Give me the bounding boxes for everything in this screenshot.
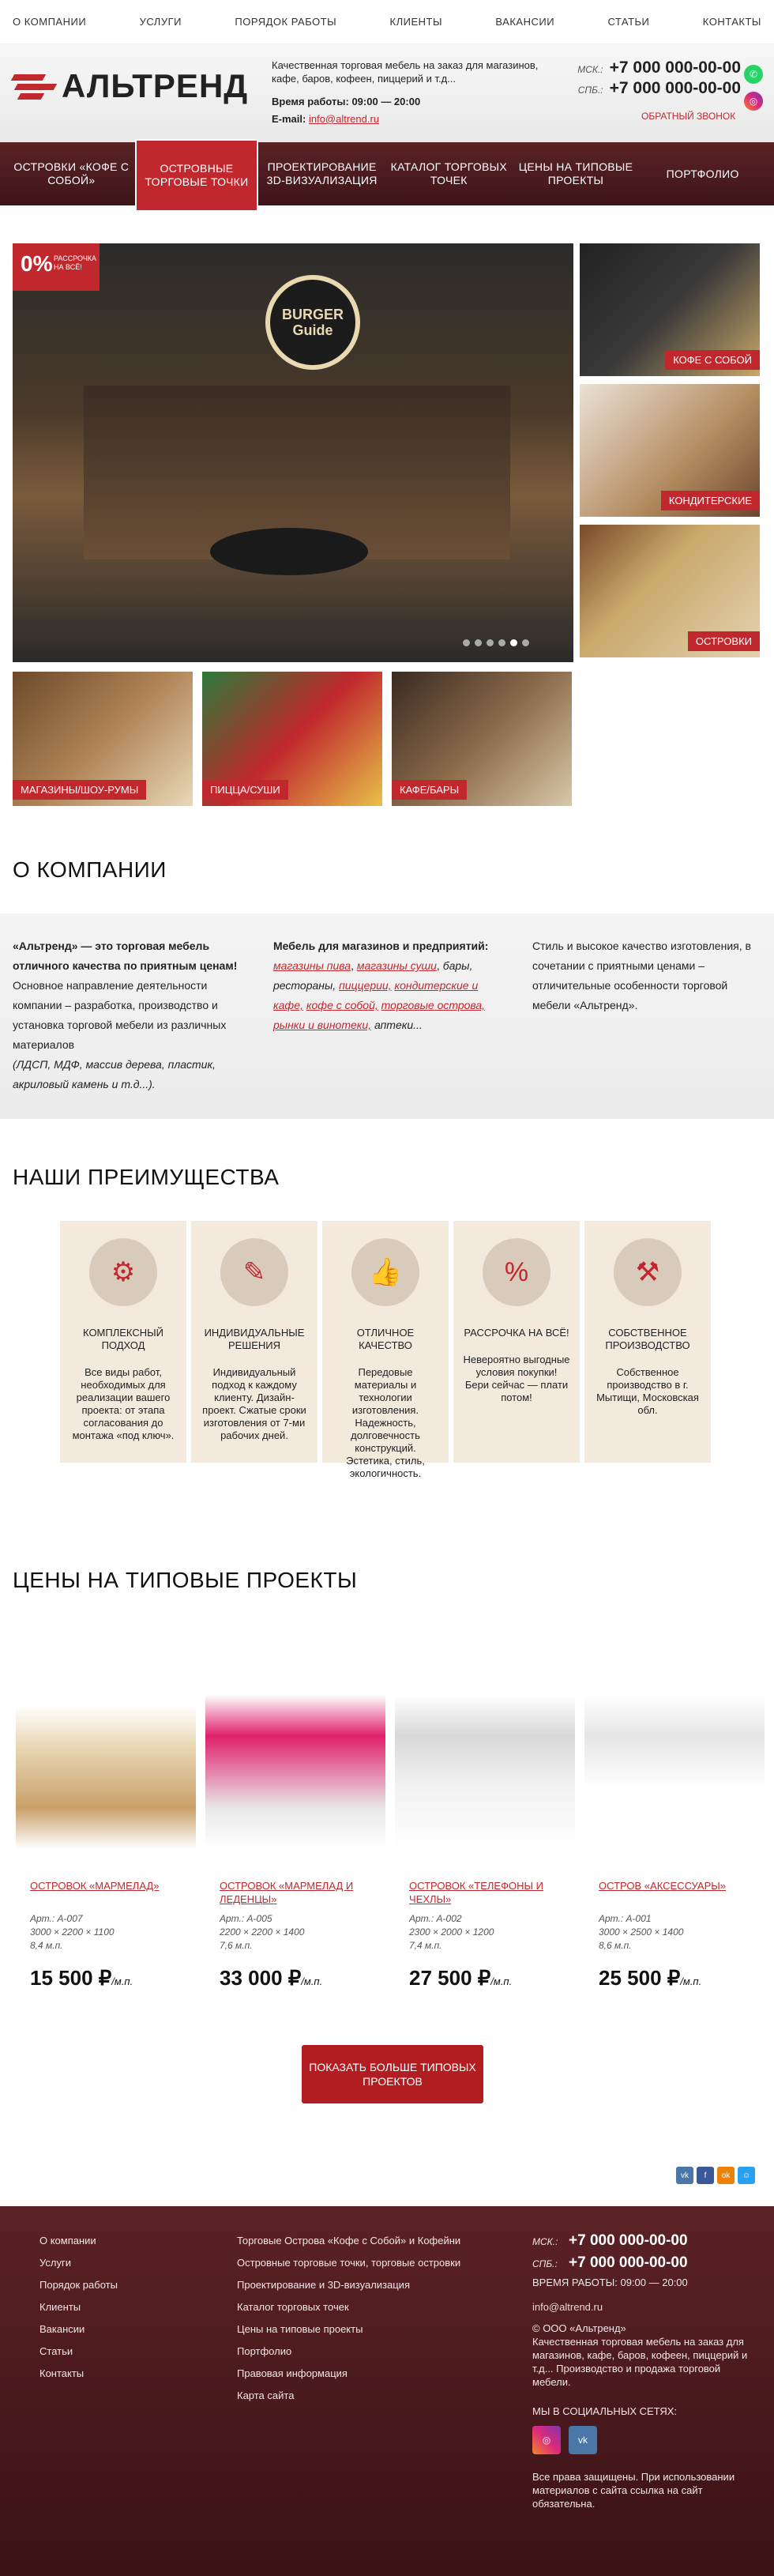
product-area: 8,6 м.п. [599, 1940, 632, 1951]
product-meta [30, 1912, 115, 1953]
topnav-contacts[interactable]: КОНТАКТЫ [702, 16, 761, 28]
tile-label: ОСТРОВКИ [688, 631, 760, 651]
thumbs-up-icon: 👍 [351, 1238, 419, 1306]
product-size: 2200 × 2200 × 1400 [220, 1926, 305, 1938]
product-image[interactable] [395, 1644, 575, 1849]
text-bars: бары, [442, 959, 473, 972]
footer-link[interactable]: Статьи [39, 2345, 73, 2357]
footer-col-catalog [237, 2230, 460, 2407]
phone-city: СПБ.: [577, 85, 603, 96]
hero-slider[interactable] [13, 243, 573, 662]
header-contacts [272, 93, 420, 128]
about-materials: (ЛДСП, МДФ, массив дерева, пластик, акриловый камень и т.д...). [13, 1058, 216, 1090]
price-value: 27 500 ₽ [409, 1966, 491, 1990]
footer-link[interactable]: Торговые Острова «Кофе с Собой» и Кофейни [237, 2235, 461, 2246]
about-furniture-heading: Мебель для магазинов и предприятий: [273, 940, 489, 952]
slider-dot[interactable] [487, 639, 494, 646]
link-confectionery[interactable]: кондитерские и кафе, [273, 979, 479, 1011]
product-price [30, 1966, 133, 1990]
advantage-card [191, 1221, 317, 1463]
product-meta [599, 1912, 683, 1953]
advantage-desc: Передовые материалы и технологии изготовления. Надежность, долговечность конструкций. Эстетика, стиль, экологичность. [346, 1366, 425, 1479]
footer-phone-spb[interactable]: +7 000 000-00-00 [569, 2254, 688, 2271]
footer-link[interactable]: Клиенты [39, 2301, 81, 2313]
advantage-card [60, 1221, 186, 1463]
slider-dot[interactable] [475, 639, 482, 646]
topnav-vacancies[interactable]: ВАКАНСИИ [495, 16, 555, 28]
footer-link[interactable]: Правовая информация [237, 2367, 348, 2379]
link-pizzerias[interactable]: пиццерии, [339, 979, 392, 992]
logo-text: АЛЬТРЕНД [62, 67, 249, 104]
odnoklassniki-icon[interactable]: ok [717, 2167, 735, 2184]
product-meta [220, 1912, 304, 1953]
product-card[interactable] [395, 1644, 575, 1849]
hero-sign: BURGER Guide [265, 275, 360, 370]
footer-link[interactable]: Каталог торговых точек [237, 2301, 349, 2313]
footer-contacts [532, 2230, 753, 2510]
gears-icon: ⚙ [89, 1238, 157, 1306]
advantage-title: РАССРОЧКА НА ВСЁ! [464, 1327, 569, 1339]
percent-icon: % [483, 1238, 550, 1306]
footer-social [532, 2426, 753, 2454]
link-coffee-to-go[interactable]: кофе с собой, [306, 999, 378, 1011]
price-value: 15 500 ₽ [30, 1966, 112, 1990]
phone-msk[interactable]: +7 000 000-00-00 [609, 58, 741, 77]
product-art: Арт.: А-002 [409, 1913, 462, 1924]
viber-icon[interactable]: ◎ [744, 92, 763, 111]
advantage-desc: Все виды работ, необходимых для реализации вашего проекта: от этапа согласования до монтажа «под ключ». [72, 1366, 175, 1441]
product-art: Арт.: А-007 [30, 1913, 83, 1924]
advantage-card [453, 1221, 580, 1463]
footer-copyright: © ООО «Альтренд» [532, 2322, 626, 2334]
topnav-workflow[interactable]: ПОРЯДОК РАБОТЫ [235, 16, 337, 28]
advantage-desc: Индивидуальный подход к каждому клиенту. Дизайн-проект. Сжатые сроки изготовления от 7-ми рабочих дней. [202, 1366, 306, 1441]
footer-link[interactable]: Цены на типовые проекты [237, 2323, 363, 2335]
drill-icon: ⚒ [614, 1238, 682, 1306]
product-name-link[interactable]: ОСТРОВ «АКСЕССУАРЫ» [599, 1880, 726, 1892]
prices-title: ЦЕНЫ НА ТИПОВЫЕ ПРОЕКТЫ [13, 1568, 358, 1592]
about-title: О КОМПАНИИ [13, 857, 167, 882]
advantage-title: КОМПЛЕКСНЫЙ ПОДХОД [83, 1327, 163, 1351]
tile-label: МАГАЗИНЫ/ШОУ-РУМЫ [13, 780, 146, 800]
footer-rights: Все права защищены. При использовании материалов с сайта ссылка на сайт обязательна. [532, 2471, 735, 2510]
hours-value: 09:00 — 20:00 [351, 96, 421, 107]
text-restaurants: рестораны, [273, 979, 336, 992]
product-price [220, 1966, 322, 1990]
phone-city: СПБ.: [532, 2258, 558, 2269]
footer-email-link[interactable]: info@altrend.ru [532, 2301, 603, 2313]
phone-city: МСК.: [577, 64, 603, 75]
header-email-link[interactable]: info@altrend.ru [308, 113, 380, 125]
product-area: 7,6 м.п. [220, 1940, 253, 1951]
footer-phone-msk[interactable]: +7 000 000-00-00 [569, 2232, 688, 2249]
product-price [599, 1966, 701, 1990]
product-meta [409, 1912, 494, 1953]
whatsapp-icon[interactable]: ✆ [744, 65, 763, 84]
product-card[interactable] [584, 1644, 765, 1849]
vk-icon[interactable]: vk [569, 2426, 597, 2454]
footer-desc: Качественная торговая мебель на заказ для магазинов, кафе, баров, кофеен, пиццерий и т.д... Производство и продажа торговой мебели. [532, 2336, 748, 2388]
tile-label: КОФЕ С СОБОЙ [665, 350, 760, 370]
product-price [409, 1966, 512, 1990]
hours-label: Время работы: [272, 96, 349, 107]
advantages-title: НАШИ ПРЕИМУЩЕСТВА [13, 1165, 280, 1189]
product-size: 3000 × 2500 × 1400 [599, 1926, 684, 1938]
tile-confectionery[interactable] [580, 384, 760, 517]
price-unit: /м.п. [680, 1975, 702, 1987]
product-art: Арт.: А-001 [599, 1913, 652, 1924]
vk-icon[interactable]: vk [676, 2167, 693, 2184]
footer-link[interactable]: Карта сайта [237, 2390, 295, 2401]
site-footer [0, 2206, 774, 2576]
discount-big: 0% [21, 251, 53, 276]
site-logo[interactable] [13, 65, 248, 107]
slider-dots [463, 639, 529, 646]
advantage-title: СОБСТВЕННОЕ ПРОИЗВОДСТВО [605, 1327, 690, 1351]
nav-prices[interactable]: ЦЕНЫ НА ТИПОВЫЕ ПРОЕКТЫ [518, 160, 633, 186]
instagram-icon[interactable]: ◎ [532, 2426, 561, 2454]
about-column-2: Мебель для магазинов и предприятий: магазины пива, магазины суши, бары, рестораны, пиццерии, кондитерские и кафе, кофе с собой, торговые острова, рынки и винотеки, аптеки... [273, 940, 489, 1031]
header-phones [567, 58, 741, 100]
advantage-card [584, 1221, 711, 1463]
phone-spb[interactable]: +7 000 000-00-00 [609, 79, 741, 97]
show-more-button[interactable]: ПОКАЗАТЬ БОЛЬШЕ ТИПОВЫХ ПРОЕКТОВ [302, 2045, 483, 2103]
advantage-card [322, 1221, 449, 1479]
product-image[interactable] [16, 1644, 196, 1849]
nav-3d-design[interactable]: ПРОЕКТИРОВАНИЕ 3D-ВИЗУАЛИЗАЦИЯ [266, 160, 378, 186]
footer-link[interactable]: Островные торговые точки, торговые островки [237, 2257, 461, 2269]
about-text: Основное направление деятельности компании – разработка, производство и установка торговой мебели из различных материалов [13, 979, 227, 1051]
footer-col-menu [39, 2230, 118, 2385]
product-image[interactable] [584, 1644, 765, 1849]
topnav-about[interactable]: О КОМПАНИИ [13, 16, 87, 28]
text-pharmacies: аптеки... [374, 1019, 423, 1031]
price-unit: /м.п. [111, 1975, 133, 1987]
footer-hours: ВРЕМЯ РАБОТЫ: 09:00 — 20:00 [532, 2277, 688, 2288]
advantage-title: ОТЛИЧНОЕ КАЧЕСТВО [356, 1327, 415, 1351]
email-label: E-mail: [272, 113, 306, 125]
share-buttons [676, 2167, 755, 2184]
product-area: 7,4 м.п. [409, 1940, 442, 1951]
top-navigation [0, 0, 774, 44]
callback-link[interactable]: ОБРАТНЫЙ ЗВОНОК [641, 111, 736, 122]
tile-coffee[interactable] [580, 243, 760, 376]
tile-label: КАФЕ/БАРЫ [392, 780, 467, 800]
site-header [0, 44, 774, 142]
link-sushi-shops[interactable]: магазины суши [356, 959, 437, 972]
footer-link[interactable]: Порядок работы [39, 2279, 118, 2291]
advantage-desc: Невероятно выгодные условия покупки! Бери сейчас — плати потом! [463, 1354, 570, 1403]
messenger-icons [744, 65, 763, 119]
tile-shops[interactable] [13, 672, 193, 806]
nav-portfolio[interactable]: ПОРТФОЛИО [666, 167, 739, 180]
discount-small: РАССРОЧКА НА ВСЁ! [54, 254, 97, 271]
about-column-1 [13, 936, 242, 1094]
slider-dot[interactable] [463, 639, 470, 646]
advantage-desc: Собственное производство в г. Мытищи, Московская обл. [596, 1366, 699, 1416]
product-name-link[interactable]: ОСТРОВОК «ТЕЛЕФОНЫ И ЧЕХЛЫ» [409, 1880, 543, 1905]
footer-link[interactable]: О компании [39, 2235, 96, 2246]
nav-island-points[interactable]: ОСТРОВНЫЕ ТОРГОВЫЕ ТОЧКИ [135, 139, 259, 212]
main-navigation [0, 142, 774, 205]
tile-pizza[interactable] [202, 672, 382, 806]
link-trade-islands[interactable]: торговые острова, [381, 999, 486, 1011]
footer-link[interactable]: Проектирование и 3D-визуализация [237, 2279, 410, 2291]
slider-dot[interactable] [522, 639, 529, 646]
footer-link[interactable]: Вакансии [39, 2323, 85, 2335]
google-plus-icon[interactable]: ☺ [738, 2167, 755, 2184]
price-value: 25 500 ₽ [599, 1966, 681, 1990]
price-value: 33 000 ₽ [220, 1966, 302, 1990]
phone-city: МСК.: [532, 2236, 558, 2247]
product-art: Арт.: А-005 [220, 1913, 272, 1924]
price-unit: /м.п. [301, 1975, 323, 1987]
price-unit: /м.п. [490, 1975, 513, 1987]
product-size: 2300 × 2000 × 1200 [409, 1926, 494, 1938]
tile-islands[interactable] [580, 525, 760, 657]
product-card[interactable] [205, 1644, 385, 1849]
nav-catalog[interactable]: КАТАЛОГ ТОРГОВЫХ ТОЧЕК [390, 160, 508, 186]
link-beer-shops[interactable]: магазины пива [273, 959, 351, 972]
product-card[interactable] [16, 1644, 196, 1849]
product-image[interactable] [205, 1644, 385, 1849]
slider-dot[interactable] [498, 639, 505, 646]
discount-badge[interactable] [13, 243, 100, 291]
tools-icon: ✎ [220, 1238, 288, 1306]
footer-link[interactable]: Контакты [39, 2367, 85, 2379]
header-tagline: Качественная торговая мебель на заказ для магазинов, кафе, баров, кофеен, пиццерий и т.д... [272, 59, 539, 85]
product-name-link[interactable]: ОСТРОВОК «МАРМЕЛАД И ЛЕДЕНЦЫ» [220, 1880, 354, 1905]
about-column-3: Стиль и высокое качество изготовления, в сочетании с приятными ценами – отличительные особенности торговой мебели «Альтренд». [532, 940, 751, 1011]
product-name-link[interactable]: ОСТРОВОК «МАРМЕЛАД» [30, 1880, 160, 1892]
footer-social-title: МЫ В СОЦИАЛЬНЫХ СЕТЯХ: [532, 2405, 677, 2417]
about-lead: «Альтренд» — это торговая мебель отличного качества по приятным ценам! [13, 940, 238, 972]
link-markets[interactable]: рынки и винотеки, [273, 1019, 372, 1031]
topnav-clients[interactable]: КЛИЕНТЫ [389, 16, 443, 28]
facebook-icon[interactable]: f [697, 2167, 714, 2184]
logo-mark-icon [13, 65, 55, 107]
tile-label: КОНДИТЕРСКИЕ [661, 491, 760, 510]
product-size: 3000 × 2200 × 1100 [30, 1926, 115, 1938]
footer-link[interactable]: Услуги [39, 2257, 71, 2269]
topnav-services[interactable]: УСЛУГИ [139, 16, 182, 28]
footer-link[interactable]: Портфолио [237, 2345, 292, 2357]
nav-coffee-islands[interactable]: ОСТРОВКИ «КОФЕ С СОБОЙ» [13, 160, 130, 186]
slider-dot-active[interactable] [510, 639, 517, 646]
hero-table-image [210, 528, 368, 575]
tile-label: ПИЦЦА/СУШИ [202, 780, 288, 800]
product-area: 8,4 м.п. [30, 1940, 63, 1951]
topnav-articles[interactable]: СТАТЬИ [607, 16, 650, 28]
tile-cafe[interactable] [392, 672, 572, 806]
advantage-title: ИНДИВИДУАЛЬНЫЕ РЕШЕНИЯ [204, 1327, 305, 1351]
